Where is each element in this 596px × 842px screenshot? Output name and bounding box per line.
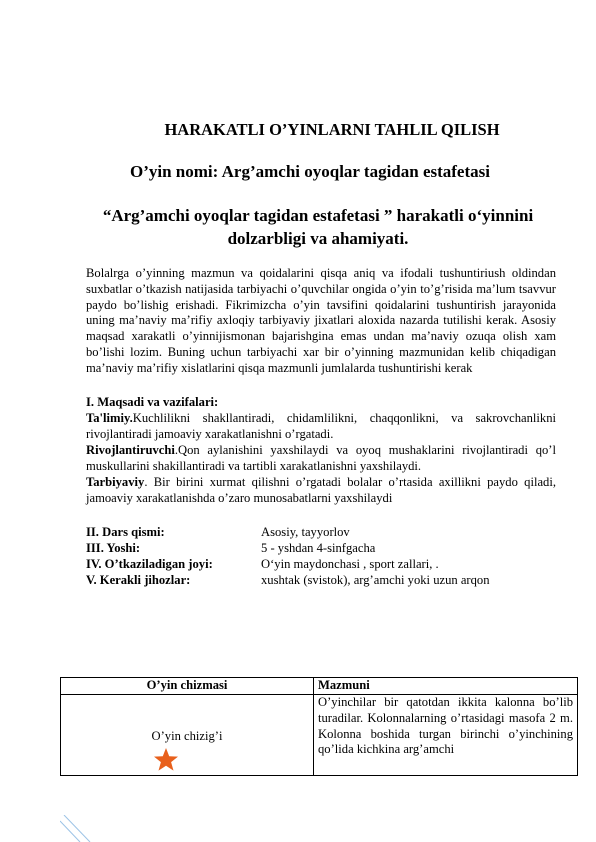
scheme-cell — [61, 695, 314, 776]
table-header-scheme: O’yin chizmasi — [61, 678, 314, 695]
info-row-equipment — [86, 572, 556, 588]
goal-developmental-text: .Qon aylanishini yaxshilaydi va oyoq mushaklarini rivojlantiradi qo’l muskullarini shakillantiradi va tartibli xarakatlanishni yaxshilaydi. — [86, 443, 556, 473]
goal-educational-text: Kuchlilikni shakllantiradi, chidamlilikni, chaqqonlikni, va sakrovchanlikni rivojlantiradi jamoaviy xarakatlanishni o’rgatadi. — [86, 411, 556, 441]
table-header-content: Mazmuni — [314, 678, 578, 695]
corner-deco-icon — [60, 815, 100, 842]
info-value: Asosiy, tayyorlov — [261, 525, 350, 539]
goal-educational-label: Ta'limiy. — [86, 411, 133, 425]
game-name: O’yin nomi: Arg’amchi oyoqlar tagidan estafetasi — [130, 162, 490, 181]
goal-educational — [86, 411, 556, 443]
goals-heading: I. Maqsadi va vazifalari: — [86, 395, 219, 409]
info-row-lesson-part — [86, 524, 556, 540]
table-row — [61, 695, 578, 776]
info-value: xushtak (svistok), arg’amchi yoki uzun arqon — [261, 573, 490, 587]
relevance-heading: “Arg’amchi oyoqlar tagidan estafetasi ” harakatli o‘yinnini dolzarbligi va ahamiyati. — [102, 206, 534, 248]
goal-developmental-label: Rivojlantiruvchi — [86, 443, 175, 457]
main-title: HARAKATLI O’YINLARNI TAHLIL QILISH — [164, 120, 500, 139]
info-value: O‘yin maydonchasi , sport zallari, . — [261, 557, 439, 571]
goal-upbringing-text: . Bir birini xurmat qilishni o’rgatadi bolalar o’rtasida axillikni paydo qiladi, jamoaviy xarakatlanishda o’zaro munosabatlarni yaxshilaydi — [86, 475, 556, 505]
goal-developmental — [86, 443, 556, 475]
info-row-venue — [86, 556, 556, 572]
intro-paragraph: Bolalrga o’yinning mazmun va qoidalarini qisqa aniq va ifodali tushuntiriush oldindan suxbatlar o’tkazish natijasida tarbiyachi o’quvchilar ongida o’yin to’g’risida ma’lum tsavvur paydo bo’lishig erishadi. Fikrimizcha o’yin tavsifini qoidalarini tushuntirish jarayonida uning ma’naviy ma’rifiy axloqiy tarbiyaviy jixatlari aloxida nazarda tutilishi kerak. Asosiy maqsad xarakatli o’yinnijismonan bajarishgina emas undan ma’naviy ozuqa olish xam bo’lishi lozim. Buning uchun tarbiyachi xar bir o’yinning mazmunidan kelib chiqadigan ma’naviy ma’rifiy xislatlarini qisqa mazmunli jumlalarda tushuntirishi kerak — [86, 266, 556, 375]
content-cell: O’yinchilar bir qatotdan ikkita kalonna bo’lib turadilar. Kolonnalarning o’rtasidagi masofa 2 m. Kolonna boshida turgan birinchi o’yinchining qo’lida kichkina arg’amchi — [314, 695, 578, 776]
scheme-line-label: O’yin chizig’i — [151, 729, 223, 743]
info-list — [86, 524, 556, 588]
info-row-age — [86, 540, 556, 556]
info-label: III. Yoshi: — [86, 541, 141, 555]
table-header-row — [61, 678, 578, 695]
info-label: IV. O’tkaziladigan joyi: — [86, 557, 213, 571]
star-icon — [153, 747, 179, 773]
game-table — [60, 677, 578, 776]
info-value: 5 - yshdan 4-sinfgacha — [261, 541, 376, 555]
info-label: II. Dars qismi: — [86, 525, 165, 539]
goal-upbringing — [86, 475, 556, 507]
goal-upbringing-label: Tarbiyaviy — [86, 475, 145, 489]
info-label: V. Kerakli jihozlar: — [86, 573, 191, 587]
